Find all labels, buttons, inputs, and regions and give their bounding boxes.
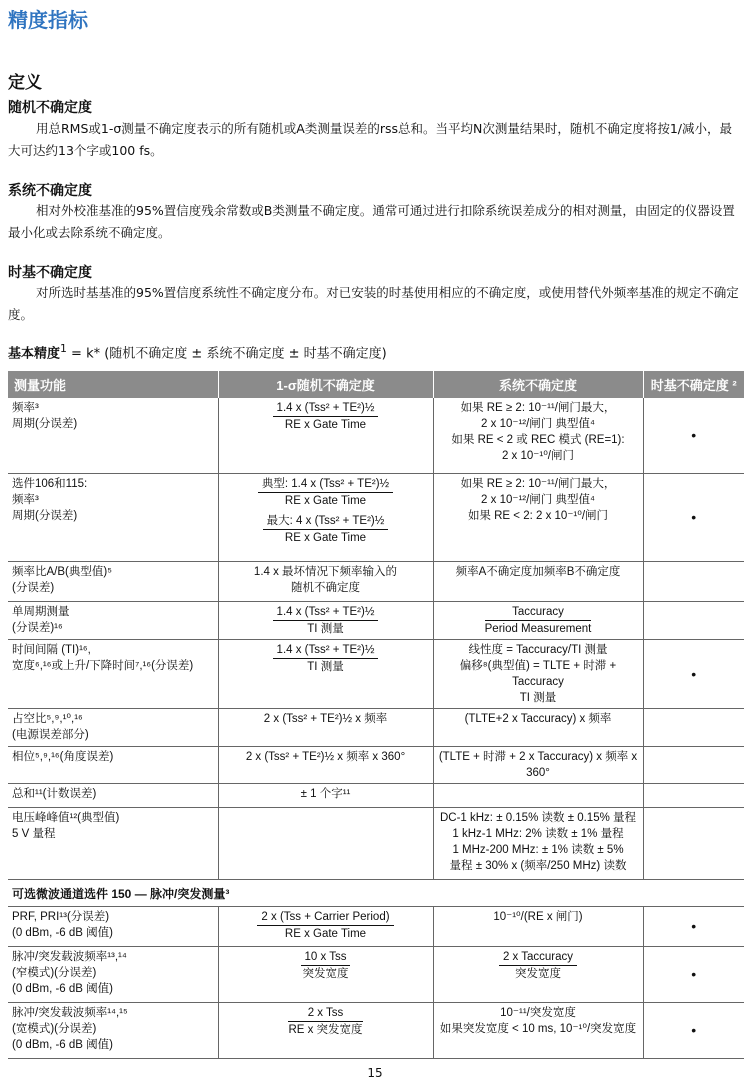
table-row	[8, 473, 744, 561]
cell-function: 频率比A/B(典型值)⁵ (分误差)	[8, 561, 218, 601]
cell-systematic: 10⁻¹⁰/(RE x 闸门)	[433, 906, 643, 946]
cell-function: 相位⁵,⁹,¹⁶(角度误差)	[8, 746, 218, 783]
fraction-numerator: 1.4 x (Tss² + TE²)½	[273, 642, 379, 659]
table-row	[8, 708, 744, 746]
def-timebase-text: 对所选时基基准的95%置信度系统性不确定度分布。对已安装的时基使用相应的不确定度，或使用替代外频率基准的规定不确定度。	[8, 285, 739, 322]
cell-random: ± 1 个字¹¹	[218, 783, 433, 807]
header-function: 测量功能	[8, 371, 218, 398]
cell-timebase	[643, 708, 744, 746]
cell-function: 选件106和115: 频率³ 周期(分误差)	[8, 473, 218, 561]
table-header-row	[8, 371, 744, 398]
cell-random	[218, 807, 433, 879]
cell-function: 脉冲/突发载波频率¹³,¹⁴ (窄模式)(分误差) (0 dBm, -6 dB 阈值)	[8, 946, 218, 1002]
cell-function: 单周期测量 (分误差)¹⁶	[8, 601, 218, 639]
section-title: 可选微波通道选件 150 — 脉冲/突发测量³	[8, 879, 744, 906]
table-row	[8, 561, 744, 601]
cell-systematic: 如果 RE ≥ 2: 10⁻¹¹/闸门最大， 2 x 10⁻¹²/闸门 典型值⁴ 如果 RE < 2 或 REC 模式 (RE=1): 2 x 10⁻¹⁰/闸门	[433, 398, 643, 473]
def-timebase-title: 时基不确定度	[8, 265, 92, 281]
fraction-denominator: TI 测量	[307, 660, 344, 673]
fraction-denominator: TI 测量	[307, 622, 344, 635]
cell-systematic	[433, 601, 643, 639]
def-systematic-title: 系统不确定度	[8, 183, 92, 199]
header-random: 1-σ随机不确定度	[218, 371, 433, 398]
cell-random	[218, 639, 433, 708]
fraction-numerator: 1.4 x (Tss² + TE²)½	[273, 604, 379, 621]
cell-timebase	[643, 561, 744, 601]
cell-function: 占空比⁵,⁹,¹⁰,¹⁶ (电源误差部分)	[8, 708, 218, 746]
cell-systematic: (TLTE+2 x Taccuracy) x 频率	[433, 708, 643, 746]
cell-function: 时间间隔 (TI)¹⁶, 宽度⁶,¹⁶或上升/下降时间⁷,¹⁶(分误差)	[8, 639, 218, 708]
fraction-numerator: 10 x Tss	[301, 949, 351, 966]
table-row	[8, 398, 744, 473]
fraction-numerator: 典型: 1.4 x (Tss² + TE²)½	[258, 476, 393, 493]
cell-timebase	[643, 807, 744, 879]
cell-timebase: •	[643, 639, 744, 708]
formula-expression: = k* (随机不确定度 ± 系统不确定度 ± 时基不确定度)	[66, 346, 387, 362]
cell-function: 电压峰峰值¹²(典型值) 5 V 量程	[8, 807, 218, 879]
random-fraction	[273, 642, 379, 675]
cell-function: 频率³ 周期(分误差)	[8, 398, 218, 473]
fraction-denominator: 突发宽度	[514, 967, 561, 980]
cell-systematic: (TLTE + 时滞 + 2 x Taccuracy) x 频率 x 360°	[433, 746, 643, 783]
cell-systematic: 10⁻¹¹/突发宽度 如果突发宽度 < 10 ms, 10⁻¹⁰/突发宽度	[433, 1002, 643, 1058]
random-fraction	[263, 513, 389, 546]
page-title: 精度指标	[8, 8, 88, 32]
fraction-numerator: 2 x (Tss + Carrier Period)	[257, 909, 393, 926]
accuracy-table	[8, 371, 744, 1059]
cell-random	[218, 601, 433, 639]
cell-random	[218, 906, 433, 946]
table-row	[8, 807, 744, 879]
basic-accuracy-formula	[8, 342, 387, 361]
fraction-numerator: 2 x Taccuracy	[499, 949, 577, 966]
random-fraction	[258, 476, 393, 509]
cell-systematic: 线性度 = Taccuracy/TI 测量 偏移⁸(典型值) = TLTE + 时滞 + Taccuracy TI 测量	[433, 639, 643, 708]
cell-timebase: •	[643, 906, 744, 946]
formula-label: 基本精度	[8, 346, 61, 362]
random-fraction	[273, 604, 379, 637]
cell-function: 总和¹¹(计数误差)	[8, 783, 218, 807]
cell-random: 2 x (Tss² + TE²)½ x 频率	[218, 708, 433, 746]
cell-timebase	[643, 783, 744, 807]
table-row	[8, 746, 744, 783]
fraction-denominator: RE x Gate Time	[284, 927, 367, 940]
cell-systematic: 频率A不确定度加频率B不确定度	[433, 561, 643, 601]
definitions-heading: 定义	[8, 73, 42, 93]
systematic-fraction	[499, 949, 577, 982]
header-timebase: 时基不确定度 ²	[643, 371, 744, 398]
cell-random: 2 x (Tss² + TE²)½ x 频率 x 360°	[218, 746, 433, 783]
def-random-text: 用总RMS或1-σ测量不确定度表示的所有随机或A类测量误差的rss总和。当平均N次测量结果时，随机不确定度将按1/减小，最大可达约13个字或100 fs。	[8, 121, 733, 158]
random-fraction	[273, 400, 379, 433]
cell-timebase: •	[643, 398, 744, 473]
fraction-numerator: 1.4 x (Tss² + TE²)½	[273, 400, 379, 417]
fraction-numerator: 2 x Tss	[288, 1005, 362, 1022]
fraction-denominator: Period Measurement	[484, 622, 592, 635]
cell-timebase: •	[643, 1002, 744, 1058]
cell-random	[218, 1002, 433, 1058]
table-row	[8, 1002, 744, 1058]
table-row	[8, 946, 744, 1002]
def-random-title: 随机不确定度	[8, 100, 92, 116]
def-systematic-text: 相对外校准基准的95%置信度残余常数或B类测量不确定度。通常可通过进行扣除系统误差成分的相对测量，由固定的仪器设置最小化或去除系统不确定度。	[8, 203, 735, 240]
cell-timebase: •	[643, 473, 744, 561]
cell-random: 1.4 x 最坏情况下频率输入的 随机不确定度	[218, 561, 433, 601]
fraction-denominator: RE x Gate Time	[284, 494, 367, 507]
cell-function: PRF, PRI¹³(分误差) (0 dBm, -6 dB 阈值)	[8, 906, 218, 946]
fraction-denominator: RE x 突发宽度	[288, 1023, 363, 1036]
cell-function: 脉冲/突发载波频率¹⁴,¹⁵ (宽模式)(分误差) (0 dBm, -6 dB 阈值)	[8, 1002, 218, 1058]
cell-random	[218, 946, 433, 1002]
cell-timebase	[643, 601, 744, 639]
section-row	[8, 879, 744, 906]
table-row	[8, 906, 744, 946]
cell-timebase	[643, 746, 744, 783]
cell-systematic: 如果 RE ≥ 2: 10⁻¹¹/闸门最大， 2 x 10⁻¹²/闸门 典型值⁴ 如果 RE < 2: 2 x 10⁻¹⁰/闸门	[433, 473, 643, 561]
fraction-denominator: 突发宽度	[302, 967, 349, 980]
random-fraction	[288, 1005, 362, 1038]
header-systematic: 系统不确定度	[433, 371, 643, 398]
systematic-fraction	[485, 604, 592, 637]
cell-random	[218, 398, 433, 473]
fraction-numerator: Taccuracy	[485, 604, 592, 621]
table-row	[8, 783, 744, 807]
random-fraction	[301, 949, 351, 982]
cell-systematic	[433, 946, 643, 1002]
cell-timebase: •	[643, 946, 744, 1002]
random-fraction	[257, 909, 393, 942]
formula-footnote: 1	[60, 342, 67, 355]
fraction-numerator: 最大: 4 x (Tss² + TE²)½	[263, 513, 389, 530]
page-number: 15	[367, 1066, 383, 1080]
cell-random	[218, 473, 433, 561]
table-row	[8, 639, 744, 708]
fraction-denominator: RE x Gate Time	[284, 419, 367, 431]
cell-systematic	[433, 783, 643, 807]
table-row	[8, 601, 744, 639]
fraction-denominator: RE x Gate Time	[284, 531, 367, 544]
cell-systematic: DC-1 kHz: ± 0.15% 读数 ± 0.15% 量程 1 kHz-1 MHz: 2% 读数 ± 1% 量程 1 MHz-200 MHz: ± 1% 读数 ± 5% 量程 ± 30% x (频率/250 MHz) 读数	[433, 807, 643, 879]
